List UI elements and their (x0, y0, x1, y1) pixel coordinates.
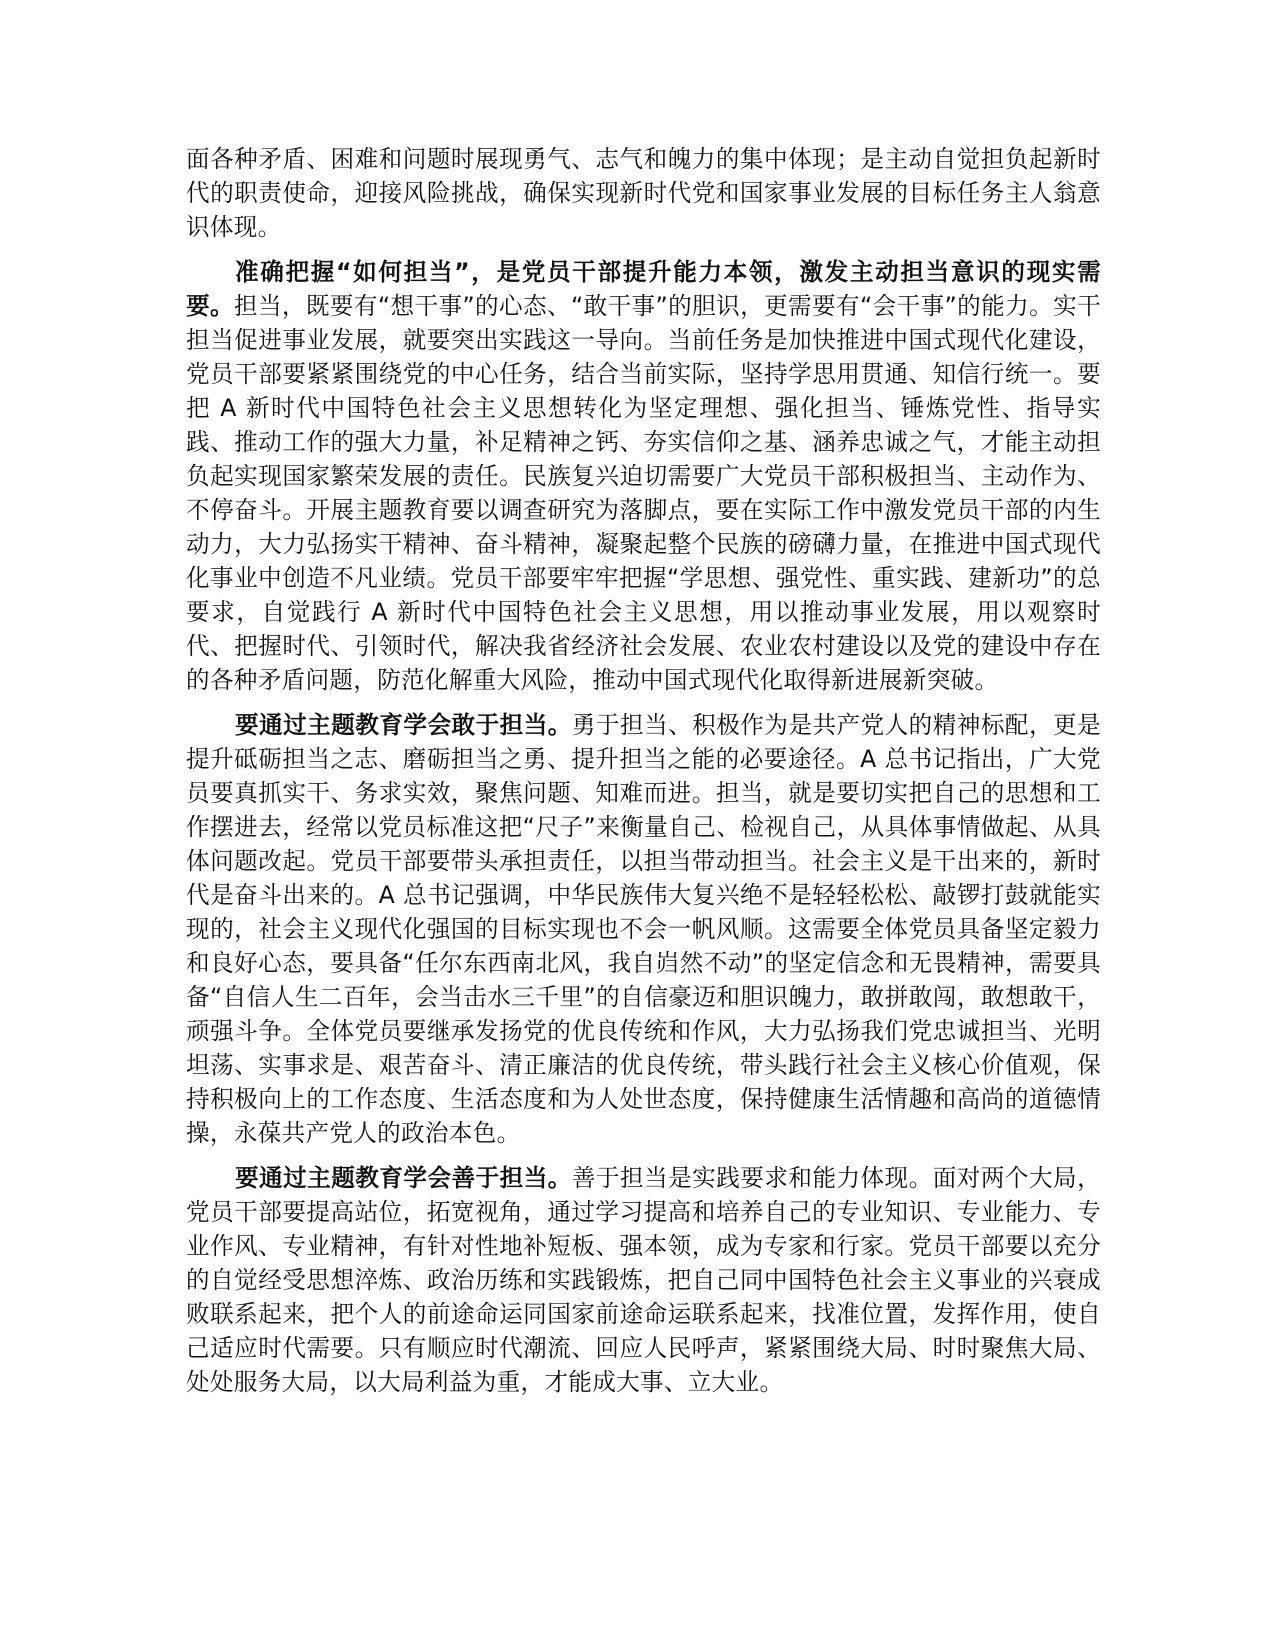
document-body (186, 142, 1101, 1410)
paragraph-4 (186, 1161, 1101, 1399)
paragraph-1 (186, 142, 1101, 244)
paragraph-2-lead: 准确把握“如何担当”，是党员干部提升能力本领，激发主动担当意识的现实需要。 (186, 258, 1101, 320)
paragraph-3-text: 勇于担当、积极作为是共产党人的精神标配，更是提升砥砺担当之志、磨砺担当之勇、提升担当之能的必要途径。A 总书记指出，广大党员要真抓实干、务求实效，聚焦问题、知难而进。担当，就是要切实把自己的思想和工作摆进去，经常以党员标准这把“尺子”来衡量自己、检视自己，从具体事情做起、从具体问题改起。党员干部要带头承担责任，以担当带动担当。社会主义是干出来的，新时代是奋斗出来的。A 总书记强调，中华民族伟大复兴绝不是轻轻松松、敲锣打鼓就能实现的，社会主义现代化强国的目标实现也不会一帆风顺。这需要全体党员具备坚定毅力和良好心态，要具备“任尔东西南北风，我自岿然不动”的坚定信念和无畏精神，需要具备“自信人生二百年，会当击水三千里”的自信豪迈和胆识魄力，敢拼敢闯，敢想敢干，顽强斗争。全体党员要继承发扬党的优良传统和作风，大力弘扬我们党忠诚担当、光明坦荡、实事求是、艰苦奋斗、清正廉洁的优良传统，带头践行社会主义核心价值观，保持积极向上的工作态度、生活态度和为人处世态度，保持健康生活情趣和高尚的道德情操，永葆共产党人的政治本色。 (186, 711, 1101, 1147)
paragraph-2-text: 担当，既要有“想干事”的心态、“敢干事”的胆识，更需要有“会干事”的能力。实干担当促进事业发展，就要突出实践这一导向。当前任务是加快推进中国式现代化建设，党员干部要紧紧围绕党的中心任务，结合当前实际，坚持学思用贯通、知信行统一。要把 A 新时代中国特色社会主义思想转化为坚定理想、强化担当、锤炼党性、指导实践、推动工作的强大力量，补足精神之钙、夯实信仰之基、涵养忠诚之气，才能主动担负起实现国家繁荣发展的责任。民族复兴迫切需要广大党员干部积极担当、主动作为、不停奋斗。开展主题教育要以调查研究为落脚点，要在实际工作中激发党员干部的内生动力，大力弘扬实干精神、奋斗精神，凝聚起整个民族的磅礴力量，在推进中国式现代化事业中创造不凡业绩。党员干部要牢牢把握“学思想、强党性、重实践、建新功”的总要求，自觉践行 A 新时代中国特色社会主义思想，用以推动事业发展，用以观察时代、把握时代、引领时代，解决我省经济社会发展、农业农村建设以及党的建设中存在的各种矛盾问题，防范化解重大风险，推动中国式现代化取得新进展新突破。 (186, 292, 1101, 694)
paragraph-3 (186, 708, 1101, 1150)
paragraph-4-lead: 要通过主题教育学会善于担当。 (235, 1164, 572, 1192)
paragraph-1-text: 面各种矛盾、困难和问题时展现勇气、志气和魄力的集中体现；是主动自觉担负起新时代的职责使命，迎接风险挑战，确保实现新时代党和国家事业发展的目标任务主人翁意识体现。 (186, 145, 1101, 241)
paragraph-2 (186, 255, 1101, 697)
paragraph-3-lead: 要通过主题教育学会敢于担当。 (235, 711, 572, 739)
paragraph-4-text: 善于担当是实践要求和能力体现。面对两个大局，党员干部要提高站位，拓宽视角，通过学习提高和培养自己的专业知识、专业能力、专业作风、专业精神，有针对性地补短板、强本领，成为专家和行家。党员干部要以充分的自觉经受思想淬炼、政治历练和实践锻炼，把自己同中国特色社会主义事业的兴衰成败联系起来，把个人的前途命运同国家前途命运联系起来，找准位置，发挥作用，使自己适应时代需要。只有顺应时代潮流、回应人民呼声，紧紧围绕大局、时时聚焦大局、处处服务大局，以大局利益为重，才能成大事、立大业。 (186, 1164, 1101, 1396)
